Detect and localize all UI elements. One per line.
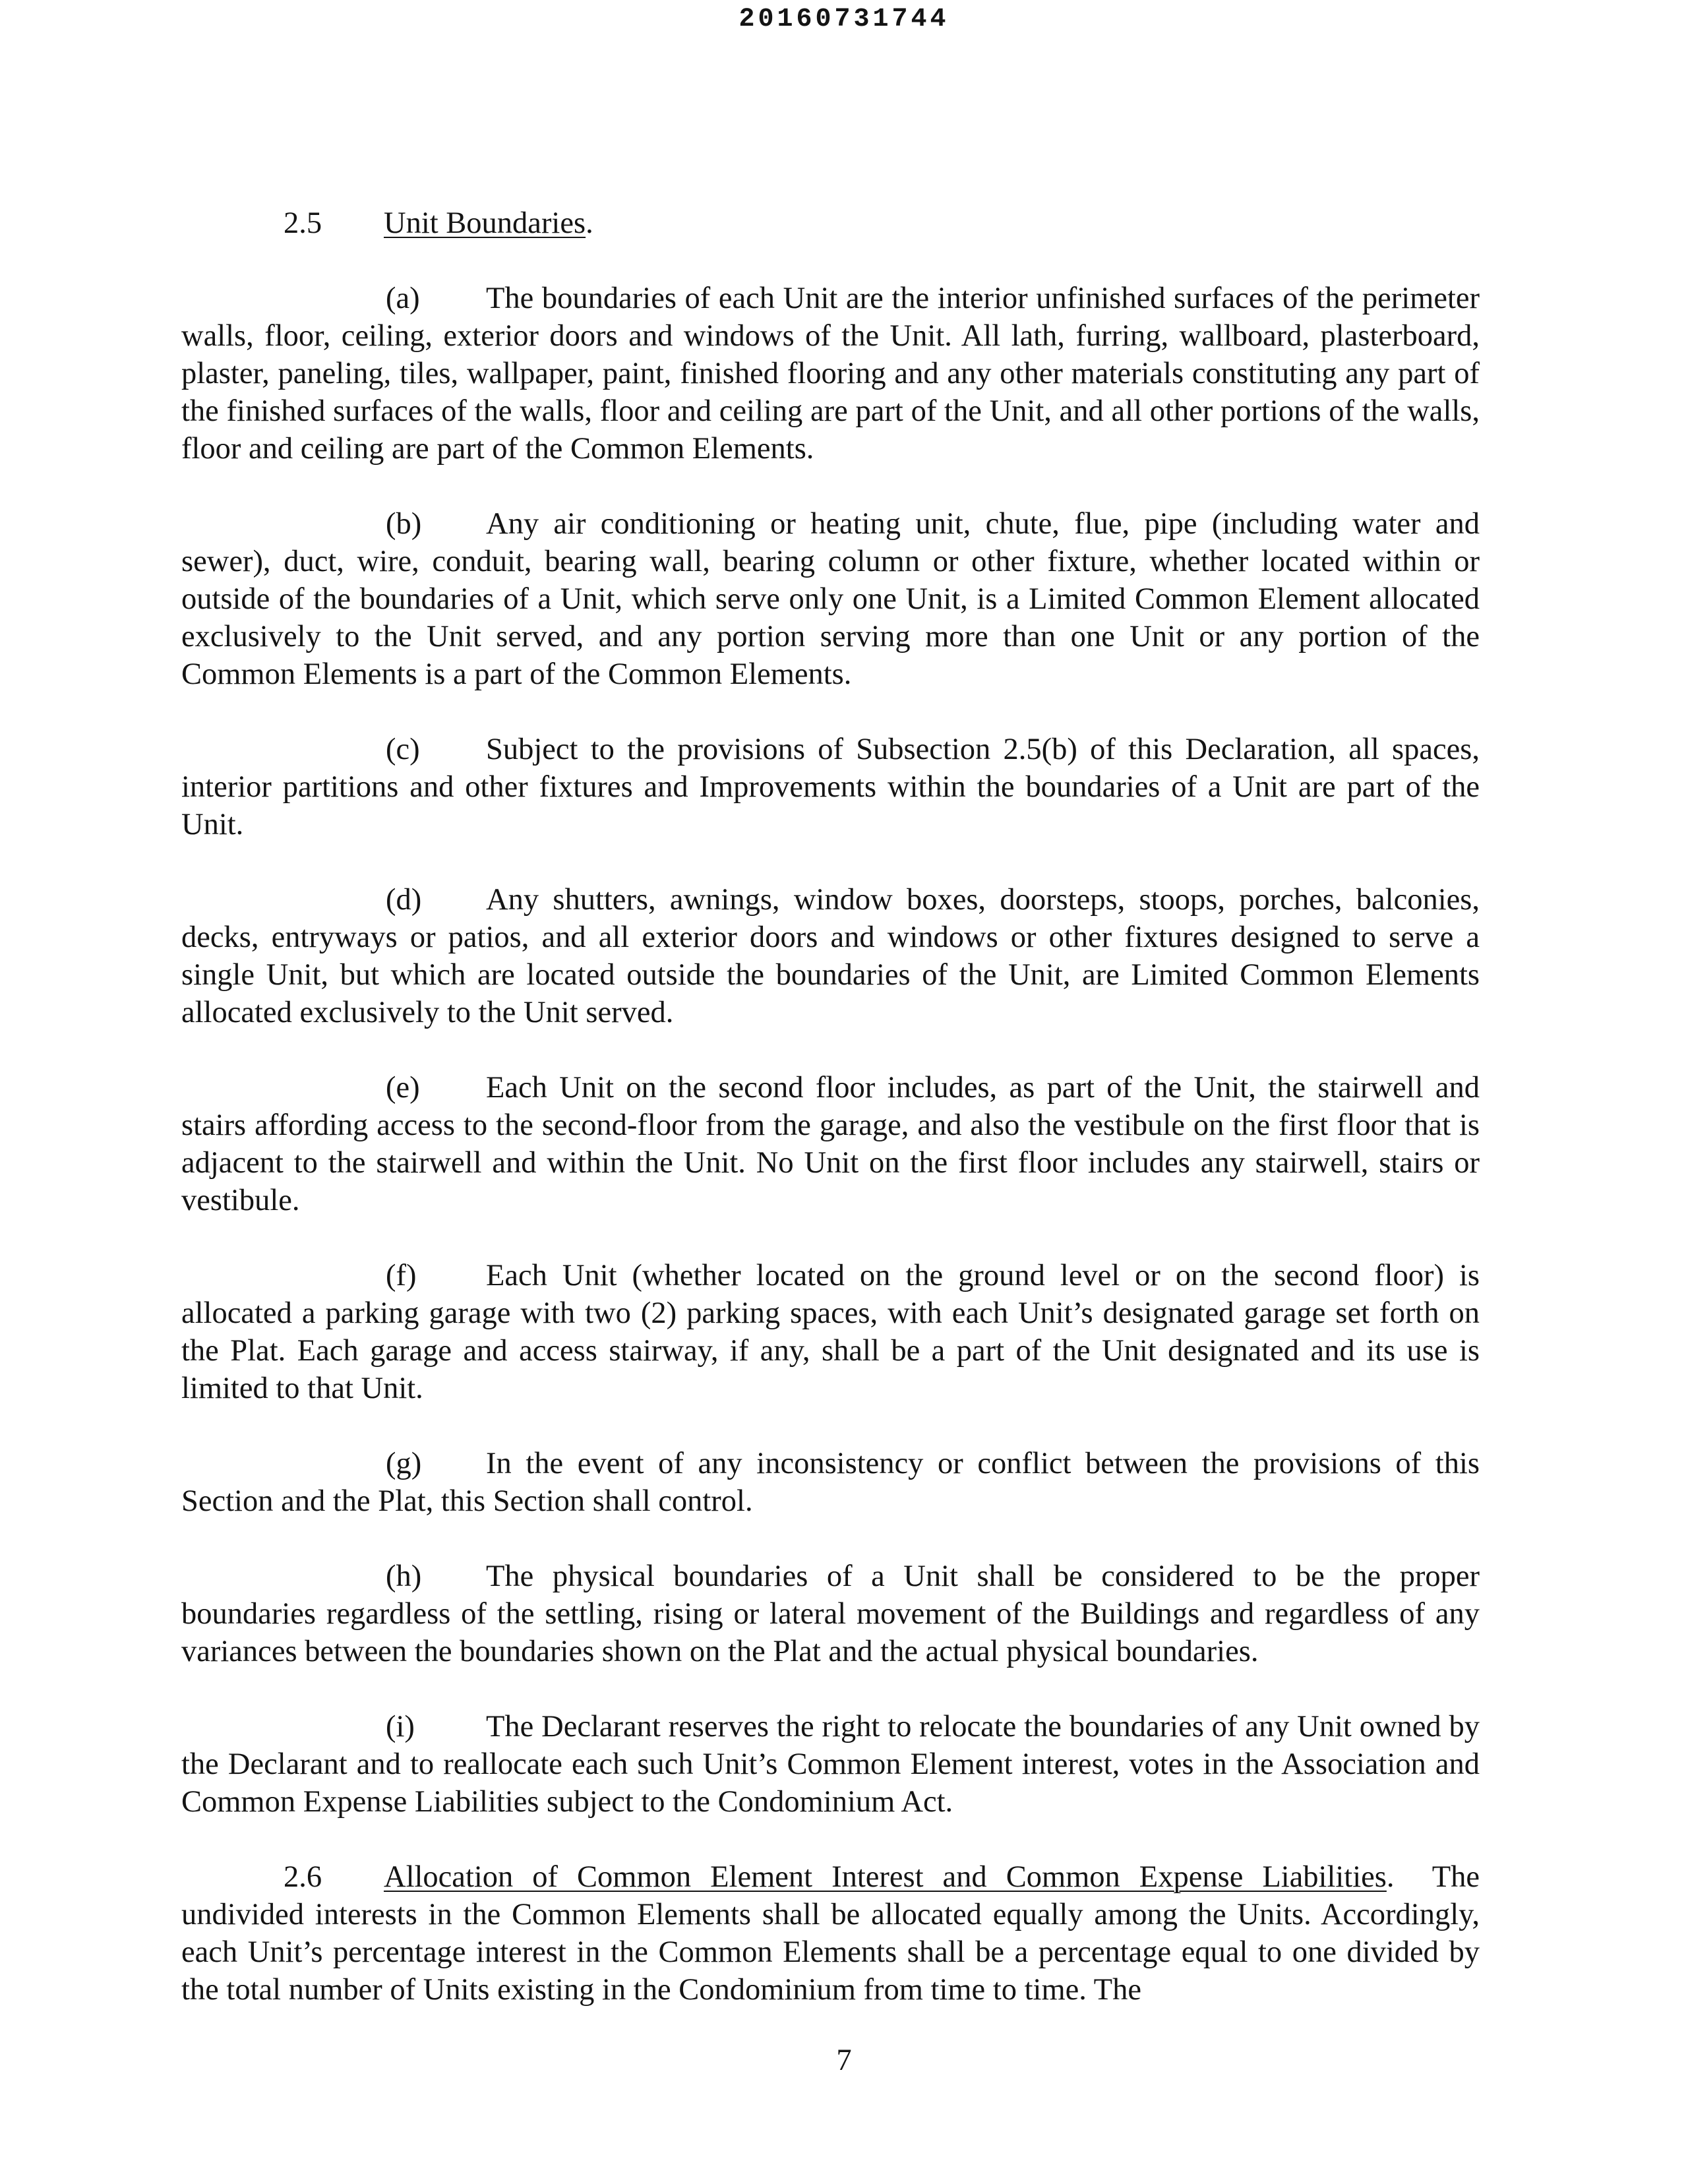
subsection-i [181,1708,1480,1821]
subsection-text: Any air conditioning or heating unit, chute, flue, pipe (including water and sewer), duct, wire, conduit, bearing wall, bearing column or other fixture, whether located within or outside of the boundaries of a Unit, which serve only one Unit, is a Limited Common Element allocated exclusively to the Unit served, and any portion serving more than one Unit or any portion of the Common Elements is a part of the Common Elements. [181,507,1480,691]
subsection-text: The physical boundaries of a Unit shall be considered to be the proper boundaries regardless of the settling, rising or lateral movement of the Buildings and regardless of any variances between the boundaries shown on the Plat and the actual physical boundaries. [181,1560,1480,1668]
section-text: The undivided interests in the Common Elements shall be allocated equally among the Units. Accordingly, each Unit’s percentage interest in the Common Elements shall be a percentage equal to one divided by the total number of Units existing in the Condominium from time to time. The [181,1860,1480,2007]
section-2-6-paragraph [181,1858,1480,2009]
subsection-text: Subject to the provisions of Subsection 2.5(b) of this Declaration, all spaces, interior partitions and other fixtures and Improvements within the boundaries of a Unit are part of the Unit. [181,733,1480,841]
subsection-g [181,1445,1480,1520]
document-body [181,204,1480,2046]
subsection-a [181,280,1480,468]
subsection-c [181,731,1480,843]
section-number: 2.5 [284,206,322,240]
subsection-text: The boundaries of each Unit are the interior unfinished surfaces of the perimeter walls, floor, ceiling, exterior doors and windows of the Unit. All lath, furring, wallboard, plasterboard, plaster, paneling, tiles, wallpaper, paint, finished flooring and any other materials constituting any part of the finished surfaces of the walls, floor and ceiling are part of the Unit, and all other portions of the walls, floor and ceiling are part of the Common Elements. [181,282,1480,466]
section-number: 2.6 [284,1860,322,1894]
subsection-label: (f) [386,1259,417,1292]
subsection-text: In the event of any inconsistency or conflict between the provisions of this Section and the Plat, this Section shall control. [181,1447,1480,1518]
subsection-label: (g) [386,1447,422,1480]
subsection-d [181,881,1480,1031]
subsection-label: (b) [386,507,422,541]
subsection-label: (a) [386,282,420,315]
subsection-label: (h) [386,1560,422,1593]
subsection-h [181,1558,1480,1670]
subsection-f [181,1257,1480,1407]
section-title: Allocation of Common Element Interest and Common Expense Liabilities [384,1860,1387,1894]
page-number: 7 [836,2044,852,2077]
section-title-punctuation: . [586,206,593,240]
subsection-label: (c) [386,733,420,766]
subsection-label: (e) [386,1071,420,1105]
document-number: 20160731744 [738,5,950,34]
subsection-e [181,1069,1480,1219]
section-title: Unit Boundaries [384,206,586,240]
section-title-punctuation: . [1386,1860,1395,1894]
subsection-label: (i) [386,1710,415,1744]
subsection-text: Each Unit (whether located on the ground level or on the second floor) is allocated a parking garage with two (2) parking spaces, with each Unit’s designated garage set forth on the Plat. Each garage and access stairway, if any, shall be a part of the Unit designated and its use is limited to that Unit. [181,1259,1480,1405]
subsection-b [181,505,1480,693]
subsection-label: (d) [386,883,422,917]
subsection-text: The Declarant reserves the right to relocate the boundaries of any Unit owned by the Declarant and to reallocate each such Unit’s Common Element interest, votes in the Association and Common Expense Liabilities subject to the Condominium Act. [181,1710,1480,1819]
subsection-text: Any shutters, awnings, window boxes, doorsteps, stoops, porches, balconies, decks, entryways or patios, and all exterior doors and windows or other fixtures designed to serve a single Unit, but which are located outside the boundaries of the Unit, are Limited Common Elements allocated exclusively to the Unit served. [181,883,1480,1029]
subsection-text: Each Unit on the second floor includes, as part of the Unit, the stairwell and stairs affording access to the second-floor from the garage, and also the vestibule on the first floor that is adjacent to the stairwell and within the Unit. No Unit on the first floor includes any stairwell, stairs or vestibule. [181,1071,1480,1217]
section-2-5-heading [181,204,1480,242]
